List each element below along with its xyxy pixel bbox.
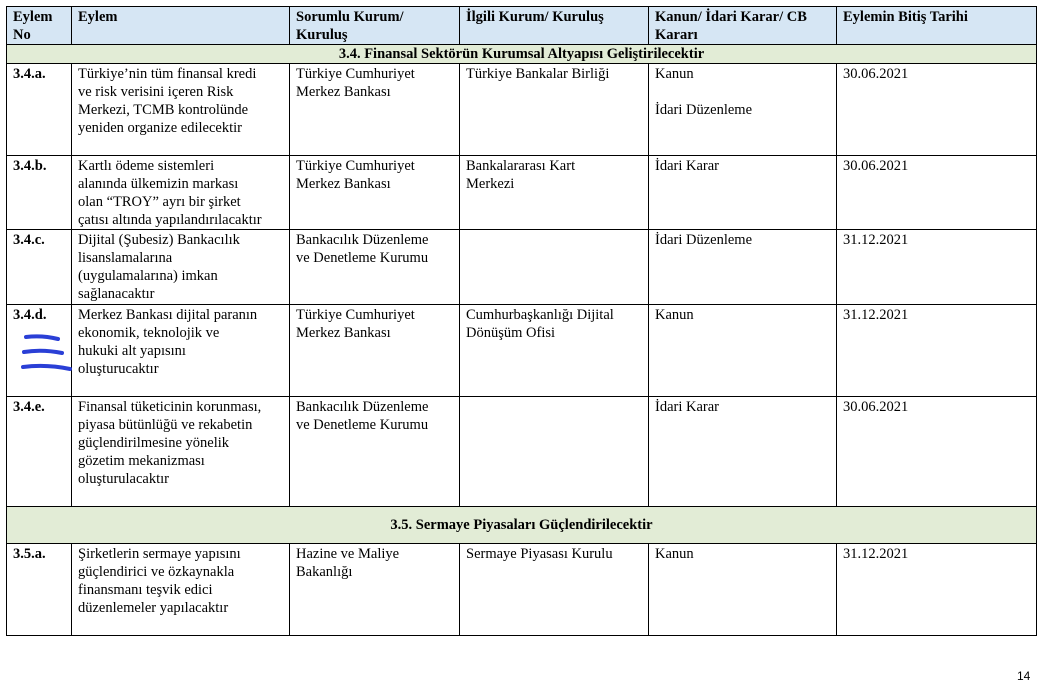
row-law: İdari Karar [649, 397, 837, 507]
section-row-3-4 [7, 45, 1037, 64]
annotation-stroke-1 [26, 336, 58, 339]
row-deadline: 31.12.2021 [837, 544, 1037, 636]
row-law: Kanun İdari Düzenleme [649, 64, 837, 156]
header-related: İlgili Kurum/ Kuruluş [460, 7, 649, 45]
table-row [7, 397, 1037, 507]
header-action: Eylem [72, 7, 290, 45]
row-deadline: 30.06.2021 [837, 156, 1037, 230]
row-action: Merkez Bankası dijital paranın ekonomik, teknolojik ve hukuki alt yapısını oluşturucaktır [72, 305, 290, 397]
table-row [7, 305, 1037, 397]
row-related: Bankalararası Kart Merkezi [460, 156, 649, 230]
row-responsible: Bankacılık Düzenleme ve Denetleme Kurumu [290, 230, 460, 305]
row-law: İdari Düzenleme [649, 230, 837, 305]
table-row [7, 544, 1037, 636]
row-id: 3.4.b. [7, 156, 72, 230]
row-id: 3.4.c. [7, 230, 72, 305]
row-action: Türkiye’nin tüm finansal kredi ve risk verisini içeren Risk Merkezi, TCMB kontrolünde yeniden organize edilecektir [72, 64, 290, 156]
section-title-3-4: 3.4. Finansal Sektörün Kurumsal Altyapısı Geliştirilecektir [7, 45, 1037, 64]
row-related: Sermaye Piyasası Kurulu [460, 544, 649, 636]
section-title-3-5: 3.5. Sermaye Piyasaları Güçlendirilecektir [7, 507, 1037, 544]
table-row [7, 156, 1037, 230]
row-action: Finansal tüketicinin korunması, piyasa bütünlüğü ve rekabetin güçlendirilmesine yönelik gözetim mekanizması oluşturulacaktır [72, 397, 290, 507]
header-action-no: Eylem No [7, 7, 72, 45]
action-plan-table [6, 6, 1037, 636]
row-responsible: Hazine ve Maliye Bakanlığı [290, 544, 460, 636]
section-row-3-5 [7, 507, 1037, 544]
table-row [7, 64, 1037, 156]
page-number: 14 [1017, 669, 1031, 683]
row-law: İdari Karar [649, 156, 837, 230]
row-responsible: Türkiye Cumhuriyet Merkez Bankası [290, 305, 460, 397]
row-deadline: 31.12.2021 [837, 305, 1037, 397]
row-related: Cumhurbaşkanlığı Dijital Dönüşüm Ofisi [460, 305, 649, 397]
row-deadline: 30.06.2021 [837, 397, 1037, 507]
row-action: Dijital (Şubesiz) Bankacılık lisanslamalarına (uygulamalarına) imkan sağlanacaktır [72, 230, 290, 305]
row-responsible: Türkiye Cumhuriyet Merkez Bankası [290, 64, 460, 156]
annotation-stroke-2 [24, 351, 62, 353]
row-action: Şirketlerin sermaye yapısını güçlendirici ve özkaynakla finansmanı teşvik edici düzenlemeler yapılacaktır [72, 544, 290, 636]
header-law-decision: Kanun/ İdari Karar/ CB Kararı [649, 7, 837, 45]
header-deadline: Eylemin Bitiş Tarihi [837, 7, 1037, 45]
handwritten-marks [20, 333, 74, 373]
row-responsible: Bankacılık Düzenleme ve Denetleme Kurumu [290, 397, 460, 507]
header-responsible: Sorumlu Kurum/ Kuruluş [290, 7, 460, 45]
row-id: 3.4.e. [7, 397, 72, 507]
row-law: Kanun [649, 305, 837, 397]
header-row [7, 7, 1037, 45]
row-action: Kartlı ödeme sistemleri alanında ülkemizin markası olan “TROY” ayrı bir şirket çatısı altında yapılandırılacaktır [72, 156, 290, 230]
annotation-stroke-3 [23, 366, 70, 369]
row-related: Türkiye Bankalar Birliği [460, 64, 649, 156]
row-deadline: 30.06.2021 [837, 64, 1037, 156]
row-law: Kanun [649, 544, 837, 636]
row-id: 3.4.a. [7, 64, 72, 156]
table-row [7, 230, 1037, 305]
row-responsible: Türkiye Cumhuriyet Merkez Bankası [290, 156, 460, 230]
row-id: 3.4.d. [7, 305, 72, 397]
row-deadline: 31.12.2021 [837, 230, 1037, 305]
row-related [460, 397, 649, 507]
row-related [460, 230, 649, 305]
row-id: 3.5.a. [7, 544, 72, 636]
